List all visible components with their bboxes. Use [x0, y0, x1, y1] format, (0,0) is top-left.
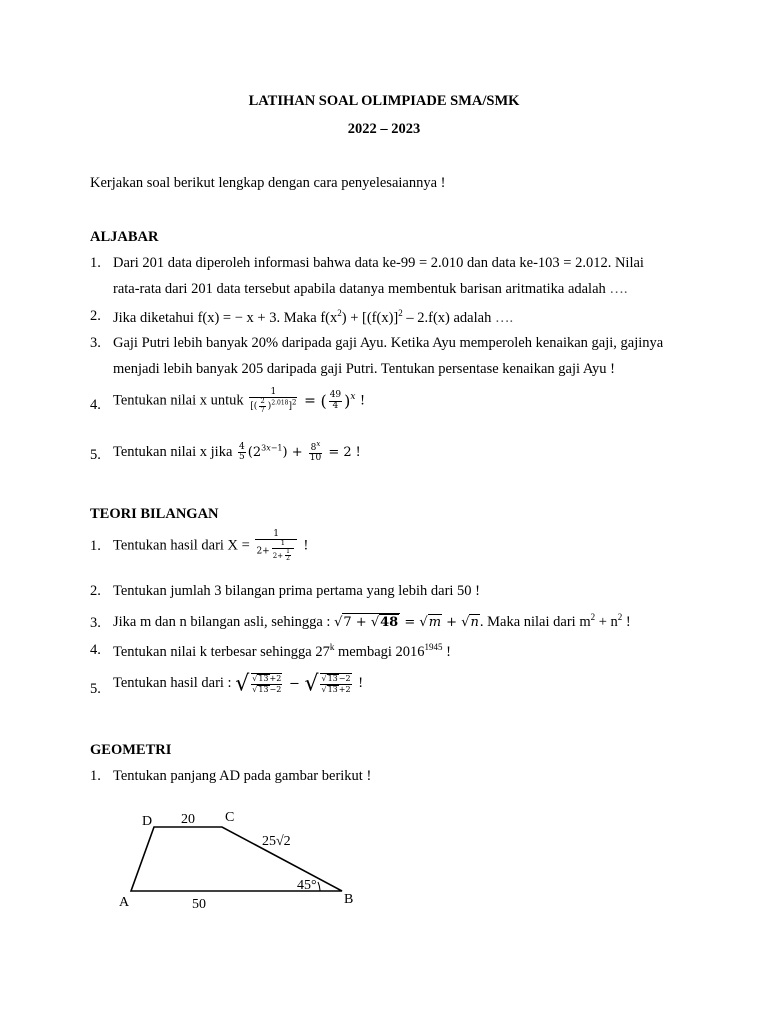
page-title: LATIHAN SOAL OLIMPIADE SMA/SMK [248, 93, 520, 109]
aljabar-q5-number: 5. [90, 447, 101, 463]
geometri-q1-text: Tentukan panjang AD pada gambar berikut ! [113, 768, 372, 784]
year-subtitle: 2022 – 2023 [347, 121, 421, 137]
teori-q5-equation: √ $\frac{√13+2}{√13-2}$ − √ $\frac{√13-2}{√13+2}$ [235, 671, 351, 696]
vertex-label-b: B [344, 892, 354, 907]
vertex-label-a: A [119, 895, 130, 910]
teori-q5-text: Tentukan hasil dari : √ $\frac{√13+2}{√13-2}$ − √ $\frac{√13-2}{√13+2}$ ! [113, 671, 364, 696]
teori-q5-number: 5. [90, 681, 101, 697]
section-heading-aljabar: ALJABAR [90, 229, 159, 245]
aljabar-q4-text: Tentukan nilai x untuk 1 [( $\frac{2}{7}$ )$^{2.018}$]$^2$ = ( $\frac{49}{4}$ )$^x$ ! [113, 387, 365, 414]
aljabar-q1-line2: rata-rata dari 201 data tersebut apabila datanya membentuk barisan aritmatika adalah …. [113, 281, 628, 297]
aljabar-q3-number: 3. [90, 335, 101, 351]
teori-q4-text: Tentukan nilai k terbesar sehingga 27$^k$ membagi $2016^{1945}$ ! [113, 642, 452, 660]
aljabar-q3-line2: menjadi lebih banyak 205 daripada gaji Putri. Tentukan persentase kenaikan gaji Ayu ! [113, 361, 615, 377]
vertex-label-d: D [142, 814, 153, 829]
teori-q3-number: 3. [90, 615, 101, 631]
teori-q4-number: 4. [90, 642, 101, 658]
side-label-dc: 20 [181, 812, 195, 827]
teori-q1-text: Tentukan hasil dari X = 1 2+ 1 2+ $\frac{1}{2}$ ! [113, 529, 309, 563]
geometri-q1-number: 1. [90, 768, 101, 784]
teori-q1-equation: 1 2+ 1 2+ $\frac{1}{2}$ [253, 538, 303, 554]
aljabar-q4-number: 4. [90, 397, 101, 413]
side-label-ab: 50 [192, 897, 206, 912]
teori-q3-equation: √7 + √48 = √m + √n [334, 614, 479, 630]
aljabar-q2-text: Jika diketahui f(x) = − x + 3. Maka $f(x^2) + [(f(x)]^2 - 2.f(x)$ adalah …. [113, 308, 514, 326]
aljabar-q3-line1: Gaji Putri lebih banyak 20% daripada gaji Ayu. Ketika Ayu memperoleh kenaikan gaji, gajinya [113, 335, 664, 351]
teori-q2-text: Tentukan jumlah 3 bilangan prima pertama yang lebih dari 50 ! [113, 583, 481, 599]
aljabar-q5-equation: $\frac{4}{5}$ $(2^{3x-1})$ + $\frac{8^x}{10}$ = 2 ! [239, 440, 361, 464]
teori-q1-number: 1. [90, 538, 101, 554]
aljabar-q5-text: Tentukan nilai x jika $\frac{4}{5}$ $(2^{3x-1})$ + $\frac{8^x}{10}$ = 2 ! [113, 440, 361, 464]
aljabar-q2-number: 2. [90, 308, 101, 324]
angle-label-b: 45° [297, 878, 317, 893]
teori-q3-text: Jika m dan n bilangan asli, sehingga : √7 + √48 = √m + √n. Maka nilai dari $m^2 + n^2$ ! [113, 612, 631, 630]
instruction-text: Kerjakan soal berikut lengkap dengan cara penyelesaiannya ! [90, 175, 446, 191]
teori-q2-number: 2. [90, 583, 101, 599]
section-heading-teori-bilangan: TEORI BILANGAN [90, 506, 219, 522]
aljabar-q4-equation: 1 [( $\frac{2}{7}$ )$^{2.018}$]$^2$ = ( $\frac{49}{4}$ )$^x$ ! [250, 387, 365, 414]
side-label-cb: 25√2 [262, 834, 291, 849]
section-heading-geometri: GEOMETRI [90, 742, 172, 758]
angle-arc [318, 882, 320, 891]
aljabar-q1-number: 1. [90, 255, 101, 271]
aljabar-q1-line1: Dari 201 data diperoleh informasi bahwa data ke-99 = 2.010 dan data ke-103 = 2.012. Nilai [113, 255, 644, 271]
vertex-label-c: C [225, 810, 235, 825]
